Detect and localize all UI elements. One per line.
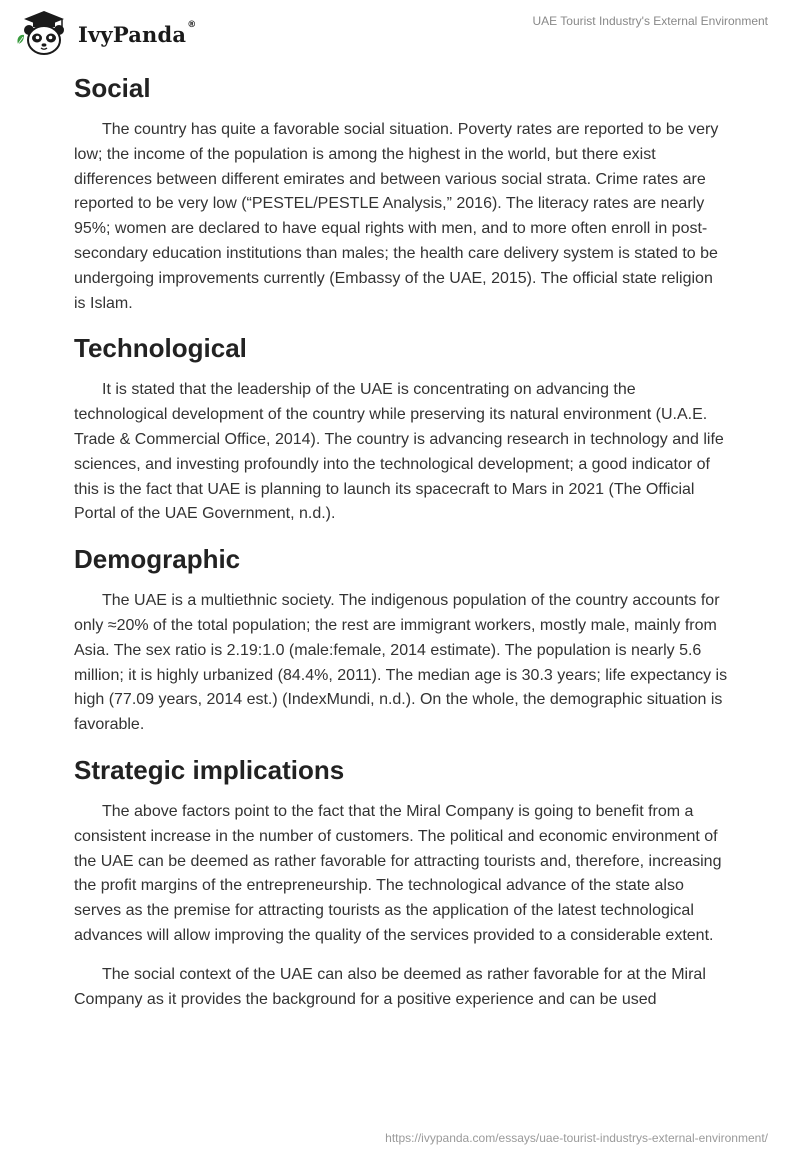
section-technological: [74, 330, 728, 527]
section-heading: Social: [74, 73, 151, 103]
registered-mark: ®: [187, 19, 197, 30]
paragraph: The UAE is a multiethnic society. The indigenous population of the country accounts for only ≈20% of the total population; the rest are immigrant workers, mostly male, mainly from Asia. The sex ratio is 2.19:1.0 (male:female, 2014 estimate). The population is nearly 5.6 million; it is highly urbanized (84.4%, 2011). The median age is 30.3 years; life expectancy is high (77.09 years, 2014 est.) (IndexMundi, n.d.). On the whole, the demographic situation is favorable.: [74, 592, 728, 734]
section-heading: Strategic implications: [74, 754, 345, 785]
ivypanda-logo[interactable]: [14, 8, 196, 58]
essay-content: [74, 70, 728, 1026]
section-strategic-implications: [74, 752, 728, 1012]
panda-graduate-icon: [14, 8, 72, 58]
section-social: [74, 70, 728, 316]
document-title: UAE Tourist Industry's External Environment: [532, 14, 768, 28]
source-url-link[interactable]: https://ivypanda.com/essays/uae-tourist-industrys-external-environment/: [385, 1131, 768, 1145]
paragraph: The social context of the UAE can also be deemed as rather favorable for at the Miral Company as it provides the background for a positive experience and can be used: [74, 965, 706, 1008]
section-demographic: [74, 541, 728, 738]
paragraph: The country has quite a favorable social situation. Poverty rates are reported to be very low; the income of the population is among the highest in the world, but there exist differences between different emirates and between various social strata. Crime rates are reported to be very low (“PESTEL/PESTLE Analysis,” 2016). The literacy rates are nearly 95%; women are declared to have equal rights with men, and to more often enroll in post-secondary education institutions than males; the health care delivery system is stated to be undergoing improvements currently (Embassy of the UAE, 2015). The official state religion is Islam.: [74, 121, 719, 312]
paragraph: The above factors point to the fact that the Miral Company is going to benefit from a consistent increase in the number of customers. The political and economic environment of the UAE can be deemed as rather favorable for attracting tourists and, therefore, increasing the profit margins of the entrepreneurship. The technological advance of the state also serves as the premise for attracting tourists as the application of the latest technological advances will allow improving the quality of the services provided to a considerable extent.: [74, 802, 722, 944]
section-heading: Demographic: [74, 544, 241, 575]
page-header: [0, 0, 800, 66]
brand-name: IvyPanda®: [78, 19, 197, 47]
paragraph: It is stated that the leadership of the UAE is concentrating on advancing the technological development of the country while preserving its natural environment (U.A.E. Trade & Commercial Office, 2014). The country is advancing research in technology and life sciences, and investing profoundly into the technological development; a good indicator of this is the fact that UAE is planning to launch its spacecraft to Mars in 2021 (The Official Portal of the UAE Government, n.d.).: [74, 381, 724, 523]
section-heading: Technological: [74, 333, 247, 364]
